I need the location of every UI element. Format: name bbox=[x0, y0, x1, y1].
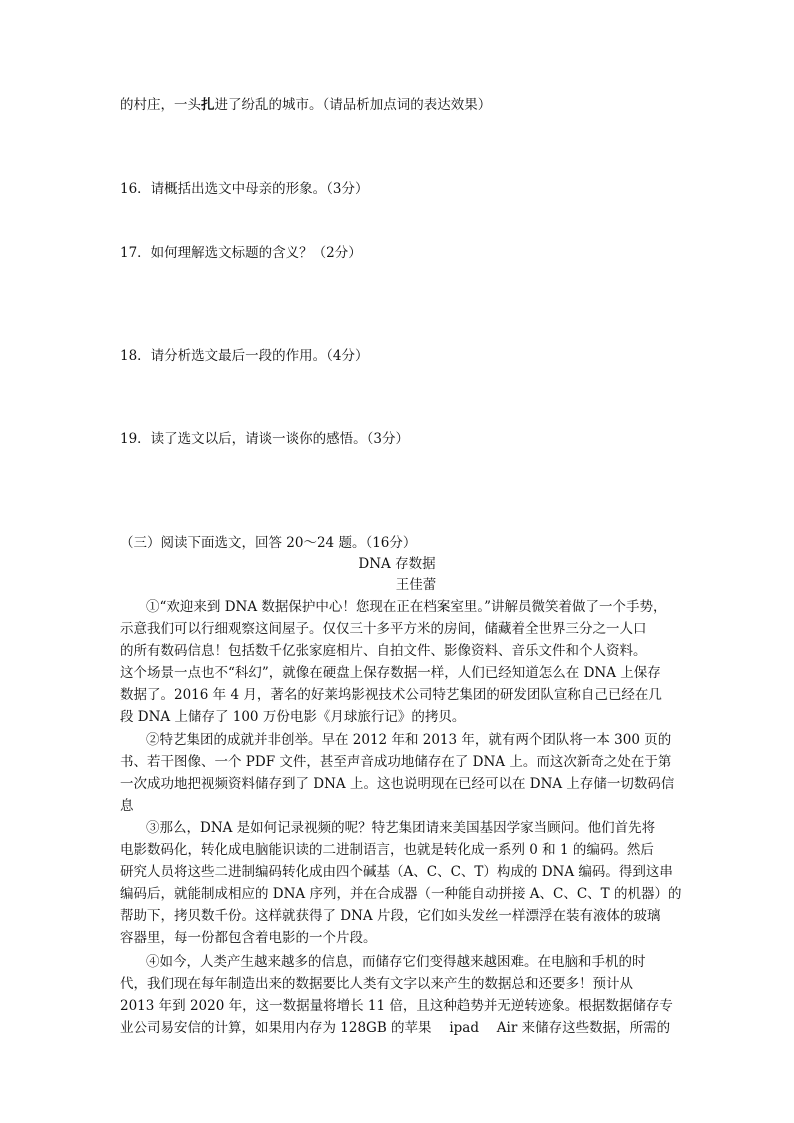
emphasized-word: 扎 bbox=[201, 97, 215, 113]
paragraph-4-line-4: 业公司易安信的计算，如果用内存为 128GB 的苹果 ipad Air 来储存这些数据，所需的 bbox=[120, 1020, 671, 1036]
intro-fragment-after: 进了纷乱的城市。（请品析加点词的表达效果） bbox=[214, 97, 492, 113]
paragraph-2-line-1: ②特艺集团的成就并非创举。早在 2012 年和 2013 年，就有两个团队将一本 300 页的 bbox=[146, 732, 672, 748]
paragraph-4-line-1: ④如今，人类产生越来越多的信息，而储存它们变得越来越困难。在电脑和手机的时 bbox=[146, 954, 646, 970]
paragraph-1-line-6: 段 DNA 上储存了 100 万份电影《月球旅行记》的拷贝。 bbox=[120, 709, 466, 725]
paragraph-1-line-4: 这个场景一点也不“科幻”，就像在硬盘上保存数据一样，人们已经知道怎么在 DNA 上保存 bbox=[120, 665, 661, 681]
question-17: 17．如何理解选文标题的含义？（2分） bbox=[120, 245, 362, 261]
paragraph-1-line-1: ①“欢迎来到 DNA 数据保护中心！您现在正在档案室里。”讲解员微笑着做了一个手势， bbox=[146, 599, 667, 615]
paragraph-4-line-2: 代，我们现在每年制造出来的数据要比人类有文字以来产生的数据总和还要多！预计从 bbox=[120, 976, 633, 992]
paragraph-3-line-5: 帮助下，拷贝数千份。这样就获得了 DNA 片段，它们如头发丝一样漂浮在装有液体的玻璃 bbox=[120, 908, 661, 924]
intro-fragment-line bbox=[120, 95, 491, 116]
section-heading: （三）阅读下面选文，回答 20～24 题。（16分） bbox=[120, 535, 417, 551]
paragraph-3-line-3: 研究人员将这些二进制编码转化成由四个碱基（A、C、C、T）构成的 DNA 编码。得到这串 bbox=[120, 864, 673, 880]
question-19: 19．读了选文以后，请谈一谈你的感悟。（3分） bbox=[120, 431, 410, 447]
paragraph-2-line-2: 书、若干图像、一个 PDF 文件，甚至声音成功地储存在了 DNA 上。而这次新奇之处在于第 bbox=[120, 754, 672, 770]
paragraph-2-line-4: 息 bbox=[120, 798, 134, 814]
paragraph-1-line-5: 数据了。2016 年 4 月，著名的好莱坞影视技术公司特艺集团的研发团队宣称自己已经在几 bbox=[120, 687, 662, 703]
paragraph-2-line-3: 一次成功地把视频资料储存到了 DNA 上。这也说明现在已经可以在 DNA 上存储一切数码信 bbox=[120, 776, 675, 792]
paragraph-4-line-3: 2013 年到 2020 年，这一数据量将增长 11 倍，且这种趋势并无逆转迹象。根据数据储存专 bbox=[120, 998, 673, 1014]
paragraph-1-line-2: 示意我们可以行细观察这间屋子。仅仅三十多平方米的房间，储藏着全世界三分之一人口 bbox=[120, 621, 647, 637]
intro-fragment-before: 的村庄，一头 bbox=[120, 97, 201, 113]
question-16: 16．请概括出选文中母亲的形象。（3分） bbox=[120, 181, 369, 197]
paragraph-1-line-3: 的所有数码信息！包括数千亿张家庭相片、自拍文件、影像资料、音乐文件和个人资料。 bbox=[120, 643, 647, 659]
paragraph-3-line-4: 编码后，就能制成相应的 DNA 序列，并在合成器（一种能自动拼接 A、C、C、T 的机器）的 bbox=[120, 886, 682, 902]
paragraph-3-line-1: ③那么，DNA 是如何记录视频的呢？特艺集团请来美国基因学家当顾问。他们首先将 bbox=[146, 820, 656, 836]
question-18: 18．请分析选文最后一段的作用。（4分） bbox=[120, 348, 369, 364]
article-author: 王佳蕾 bbox=[395, 577, 437, 593]
paragraph-3-line-6: 容器里，每一份都包含着电影的一个片段。 bbox=[120, 930, 377, 946]
paragraph-3-line-2: 电影数码化，转化成电脑能识读的二进制语言，也就是转化成一系列 0 和 1 的编码。然后 bbox=[120, 842, 654, 858]
article-title: DNA 存数据 bbox=[358, 556, 436, 572]
